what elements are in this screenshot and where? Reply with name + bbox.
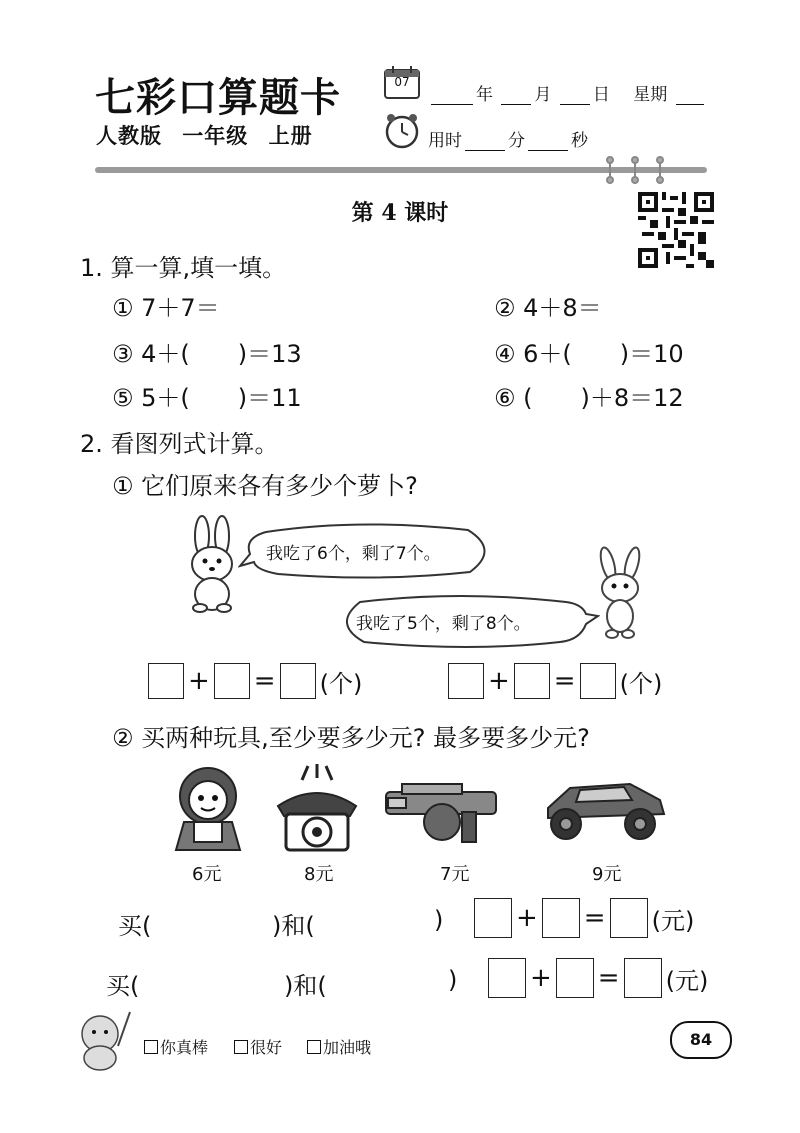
carrot-equation-1: + = (个) [148, 663, 362, 699]
mascot-icon [70, 1006, 136, 1072]
bubble-2-text: 我吃了5个，剩了8个。 [356, 614, 531, 634]
logo-title: 七彩口算题卡 [95, 74, 341, 121]
q1-item-3: ③ 4＋( )＝13 [112, 340, 302, 368]
date-fill-line [428, 80, 707, 105]
answer-box[interactable] [514, 663, 550, 699]
time-fill-line [428, 126, 588, 151]
answer-box[interactable] [148, 663, 184, 699]
answer-box[interactable] [624, 958, 662, 998]
q1-title: 1. 算一算,填一填。 [80, 254, 287, 282]
price-doll: 6元 [192, 864, 222, 885]
rating-keep-going[interactable]: 加油哦 [307, 1035, 371, 1058]
buy-line-2-and: )和( [284, 972, 327, 1000]
answer-box[interactable] [580, 663, 616, 699]
divider-decoration [600, 156, 670, 184]
q1-item-2: ② 4＋8＝ [494, 294, 602, 322]
page-number: 84 [670, 1021, 732, 1059]
doll-icon [168, 766, 248, 854]
week-label: 星期 [633, 85, 668, 105]
year-label: 年 [476, 85, 493, 105]
price-equation-1: + = (元) [474, 898, 694, 938]
clock-icon [383, 112, 421, 150]
unit-label: (元) [665, 966, 709, 995]
toy-car-icon [540, 770, 670, 844]
answer-box[interactable] [214, 663, 250, 699]
day-label: 日 [592, 85, 610, 105]
buy-line-1-close: ) [434, 906, 444, 934]
bubble-1-text: 我吃了6个，剩了7个。 [266, 544, 441, 564]
rating-great[interactable]: 你真棒 [144, 1035, 208, 1058]
price-gun: 7元 [440, 864, 470, 885]
qr-code-icon[interactable] [638, 192, 714, 268]
price-car: 9元 [592, 864, 622, 885]
unit-label: (个) [319, 669, 363, 698]
carrot-equation-2: + = (个) [448, 663, 662, 699]
q1-item-1: ① 7＋7＝ [112, 294, 220, 322]
rabbit-icon [182, 514, 244, 614]
price-telephone: 8元 [304, 864, 334, 885]
buy-line-2-open: 买( [106, 972, 140, 1000]
buy-line-1-open: 买( [118, 912, 152, 940]
answer-box[interactable] [488, 958, 526, 998]
time-label: 用时 [428, 131, 462, 151]
rating-good[interactable]: 很好 [234, 1035, 282, 1058]
answer-box[interactable] [280, 663, 316, 699]
q2-title: 2. 看图列式计算。 [80, 430, 279, 458]
unit-label: (元) [651, 906, 695, 935]
q2-sub2: ② 买两种玩具,至少要多少元? 最多要多少元? [112, 724, 590, 752]
answer-box[interactable] [610, 898, 648, 938]
telephone-icon [272, 762, 362, 854]
answer-box[interactable] [474, 898, 512, 938]
buy-line-1-and: )和( [272, 912, 315, 940]
second-label: 秒 [571, 131, 588, 151]
q2-sub1: ① 它们原来各有多少个萝卜? [112, 472, 418, 500]
toy-gun-icon [382, 776, 500, 846]
q1-item-5: ⑤ 5＋( )＝11 [112, 384, 302, 412]
unit-label: (个) [619, 669, 663, 698]
q1-item-6: ⑥ ( )＋8＝12 [494, 384, 684, 412]
edition-subtitle: 人教版 一年级 上册 [96, 124, 313, 148]
month-label: 月 [534, 85, 552, 105]
minute-label: 分 [508, 131, 525, 151]
answer-box[interactable] [542, 898, 580, 938]
answer-box[interactable] [556, 958, 594, 998]
buy-line-2-close: ) [448, 966, 458, 994]
calendar-day: 07 [394, 75, 410, 89]
q1-item-4: ④ 6＋( )＝10 [494, 340, 684, 368]
price-equation-2: + = (元) [488, 958, 708, 998]
lesson-title: 第 4 课时 [351, 200, 449, 226]
answer-box[interactable] [448, 663, 484, 699]
